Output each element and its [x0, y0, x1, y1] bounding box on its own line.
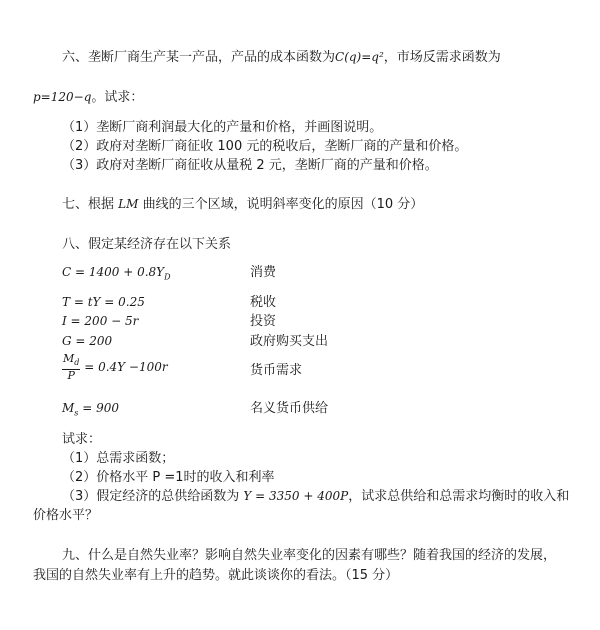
label-investment: 投资	[250, 314, 277, 329]
equation-government: G = 200	[62, 334, 113, 348]
q8-item-2: （2）价格水平 P =1时的收入和利率	[62, 470, 275, 485]
q7-title: 七、根据 LM 曲线的三个区域，说明斜率变化的原因（10 分）	[62, 197, 424, 212]
q6-item-3: （3）政府对垄断厂商征收从量税 2 元，垄断厂商的产量和价格。	[62, 158, 438, 173]
label-consumption: 消费	[250, 265, 277, 280]
q9-line-1: 九、什么是自然失业率？影响自然失业率变化的因素有哪些？随着我国的经济的发展，	[62, 548, 557, 563]
equation-money-supply: $M_s = 900$	[62, 401, 119, 418]
equation-money-demand: $\frac{M_d}{P}$ = 0.4Y −100r	[63, 352, 168, 383]
q8-title: 八、假定某经济存在以下关系	[62, 237, 232, 252]
q6-item-2: （2）政府对垄断厂商征收 100 元的税收后，垄断厂商的产量和价格。	[62, 139, 468, 154]
q9-line-2: 我国的自然失业率有上升的趋势。就此谈谈你的看法。（15 分）	[33, 568, 399, 583]
equation-consumption: $C = 1400 + 0.8Y_D$	[62, 265, 171, 282]
q6-title: 六、垄断厂商生产某一产品，产品的成本函数为C(q)=q²，市场反需求函数为	[62, 50, 501, 65]
lm-symbol: LM	[118, 197, 139, 211]
equation-tax: T = tY = 0.25	[62, 295, 145, 309]
demand-function: p=120−q	[33, 90, 92, 104]
equation-investment: I = 200 − 5r	[62, 314, 139, 328]
label-money-supply: 名义货币供给	[250, 401, 329, 416]
label-tax: 税收	[250, 295, 277, 310]
q8-item-3-cont: 价格水平？	[33, 508, 99, 523]
q8-item-3: （3）假定经济的总供给函数为 Y = 3350 + 400P，试求总供给和总需求均衡时的收入和	[62, 489, 570, 504]
label-government: 政府购买支出	[250, 334, 329, 349]
q8-item-1: （1）总需求函数；	[62, 451, 175, 466]
aggregate-supply-function: Y = 3350 + 400P	[243, 489, 349, 503]
cost-function: C(q)=q²	[335, 50, 384, 64]
q8-ask: 试求：	[62, 432, 102, 447]
money-demand-fraction: $\frac{M_d}{P}$	[63, 352, 80, 383]
label-money-demand: 货币需求	[250, 363, 303, 378]
q6-demand-line: p=120−q。试求：	[33, 90, 144, 105]
q6-item-1: （1）垄断厂商利润最大化的产量和价格，并画图说明。	[62, 120, 383, 135]
